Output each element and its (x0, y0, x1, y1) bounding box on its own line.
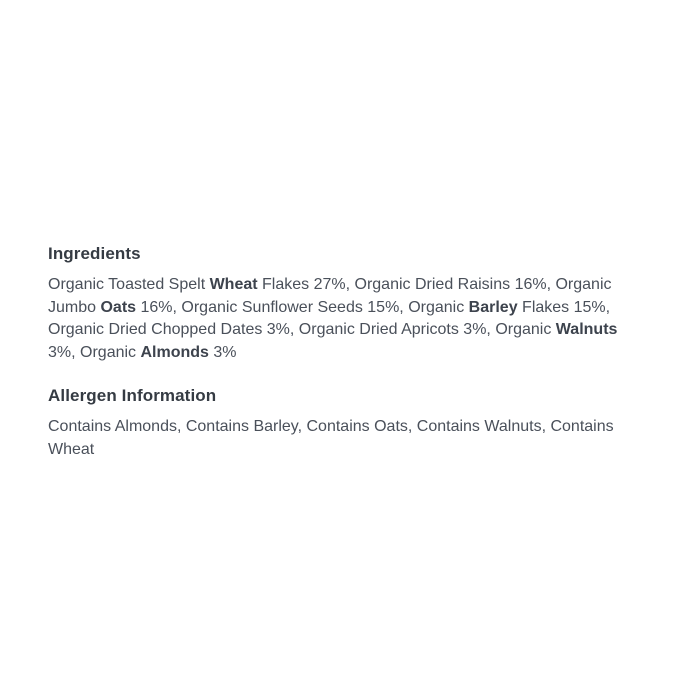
text-line: Organic Dried Chopped Dates 3%, Organic Dried Apricots 3%, Organic Walnuts (48, 321, 618, 338)
text-line: Wheat (48, 440, 95, 458)
ingredients-text (48, 274, 652, 364)
allergen-text (48, 416, 652, 461)
text-line: Contains Almonds, Contains Barley, Contains Oats, Contains Walnuts, Contains (48, 418, 614, 435)
ingredients-section (48, 243, 652, 364)
allergen-heading: Allergen Information (48, 386, 217, 405)
product-details-content (48, 243, 652, 461)
text-line: 3%, Organic Almonds 3% (48, 343, 237, 361)
text-line: Jumbo Oats 16%, Organic Sunflower Seeds 15%, Organic Barley Flakes 15%, (48, 298, 611, 316)
allergen-section (48, 385, 652, 461)
ingredients-heading: Ingredients (48, 244, 141, 263)
text-line: Organic Toasted Spelt Wheat Flakes 27%, Organic Dried Raisins 16%, Organic (48, 276, 612, 293)
